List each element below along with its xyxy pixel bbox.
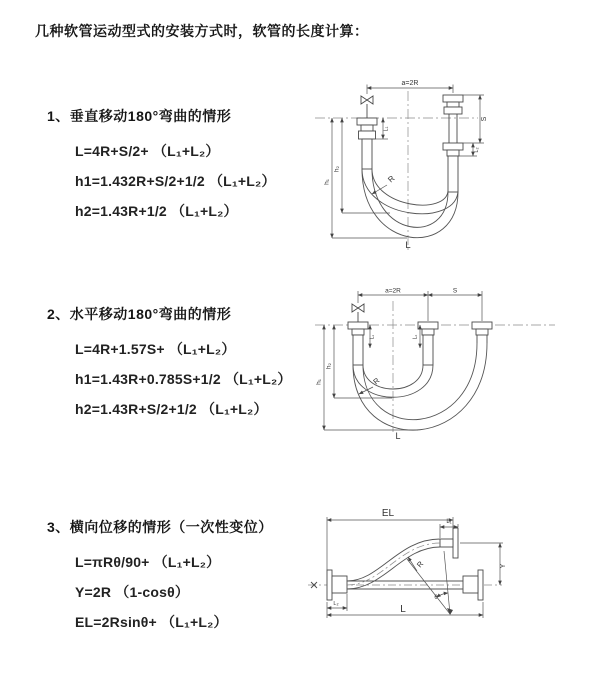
section-2-heading: 2、水平移动180°弯曲的情形 — [47, 306, 232, 322]
diagram-horizontal-180-bend — [310, 280, 600, 450]
dim-label-r: R — [371, 375, 382, 387]
section-vertical-movement — [47, 106, 276, 226]
hose-curves — [362, 169, 458, 238]
formula-h1: h1=1.43R+0.785S+1/2 （L₁+L₂） — [75, 371, 292, 387]
dim-label-l1: L₁ — [446, 519, 452, 525]
valve-icon — [361, 96, 373, 118]
formula-l: L=4R+1.57S+ （L₁+L₂） — [75, 341, 236, 357]
formula-h2: h2=1.43R+S/2+1/2 （L₁+L₂） — [75, 401, 268, 417]
dim-label-el: EL — [381, 508, 395, 519]
diagram-vertical-180-bend-svg — [310, 72, 600, 257]
centerlines — [315, 301, 555, 432]
diagram-horizontal-180-bend-svg — [310, 280, 600, 450]
dim-label-l: L — [395, 431, 401, 441]
dimension-lines — [327, 517, 503, 618]
formula-y: Y=2R （1-cosθ） — [75, 584, 190, 600]
section-3-heading: 3、横向位移的情形（一次性变位） — [47, 519, 273, 535]
dim-label-l: L — [400, 604, 406, 615]
dim-label-theta: θ — [434, 595, 438, 601]
dim-label-l2: L₂ — [333, 601, 339, 607]
diagram-vertical-180-bend — [310, 72, 600, 257]
dim-label-s: S — [481, 116, 488, 122]
diagram-lateral-displacement-svg — [300, 502, 600, 657]
dimension-lines — [324, 291, 482, 430]
formula-h2: h2=1.43R+1/2 （L₁+L₂） — [75, 203, 238, 219]
section-lateral-displacement — [47, 517, 273, 637]
dim-label-r: R — [414, 559, 426, 570]
dim-label-l2: L₂ — [412, 334, 419, 340]
valve-icon — [352, 304, 364, 322]
diagram-lateral-displacement — [300, 502, 600, 657]
section-1-heading: 1、垂直移动180°弯曲的情形 — [47, 108, 232, 124]
angle-construction — [407, 551, 453, 615]
dim-label-h2: h₂ — [325, 362, 333, 370]
dim-label-r: R — [386, 173, 397, 185]
dim-label-h2: h₂ — [333, 165, 341, 173]
dim-label-l1: L₁ — [369, 334, 376, 340]
formula-l: L=4R+S/2+ （L₁+L₂） — [75, 143, 220, 159]
formula-l: L=πRθ/90+ （L₁+L₂） — [75, 554, 221, 570]
section-horizontal-movement — [47, 304, 292, 424]
formula-el: EL=2Rsinθ+ （L₁+L₂） — [75, 614, 228, 630]
dimension-labels — [316, 288, 458, 442]
dim-label-l2: L₂ — [474, 147, 480, 153]
hose-curves — [353, 343, 487, 430]
dim-label-y: Y — [500, 563, 507, 569]
dim-label-s: S — [452, 287, 458, 295]
formula-h1: h1=1.432R+S/2+1/2 （L₁+L₂） — [75, 173, 276, 189]
dim-label-a2r: a=2R — [401, 80, 419, 87]
page-title: 几种软管运动型式的安装方式时，软管的长度计算： — [35, 23, 369, 39]
dim-label-h1: h₁ — [323, 179, 331, 185]
dim-label-a2r: a=2R — [385, 287, 401, 295]
dim-label-l1: L₁ — [383, 126, 390, 132]
dim-label-h1: h₁ — [315, 379, 323, 385]
dim-label-l: L — [405, 240, 411, 251]
